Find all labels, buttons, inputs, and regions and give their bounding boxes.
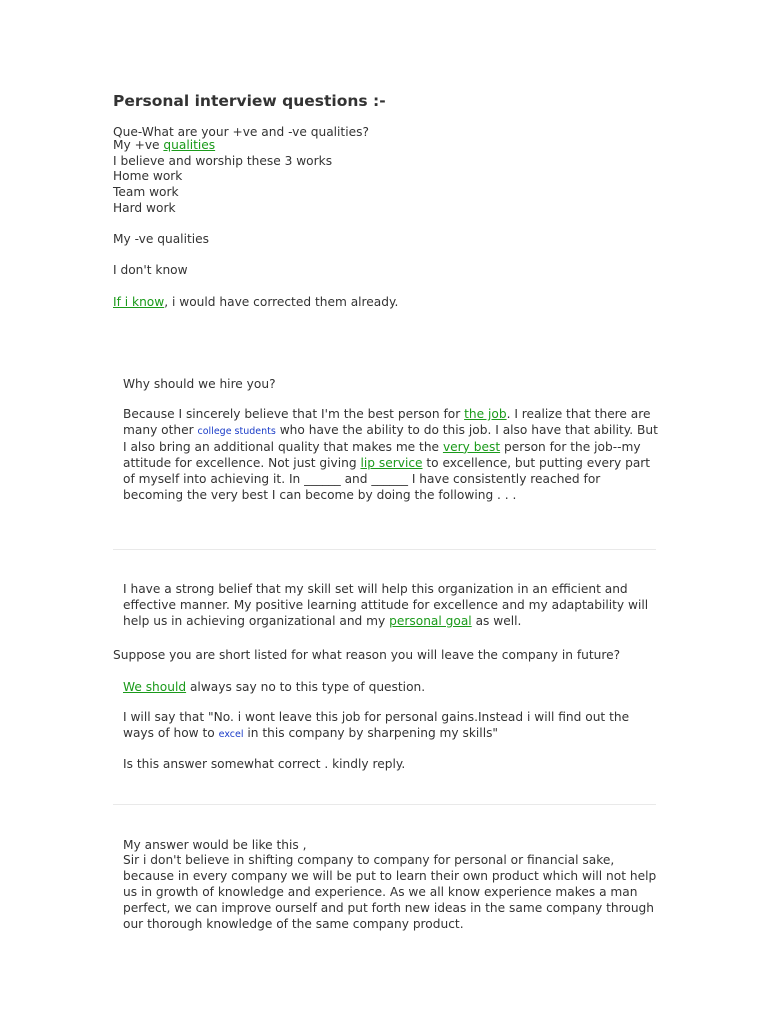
text-span: who have the ability to do this job. I also have that ability. But I also bring an additional quality that makes me the: [123, 422, 658, 454]
college-students-link[interactable]: college students: [197, 425, 276, 437]
answer-paragraph: [123, 582, 663, 630]
reply-request-text: Is this answer somewhat correct . kindly reply.: [123, 757, 406, 771]
if-i-know-line: [113, 294, 398, 310]
negative-qualities-heading: My -ve qualities: [113, 232, 209, 246]
text-span: I will say that "No. i wont leave this job for personal gains.Instead i will find out the ways of how to: [123, 710, 630, 740]
answer-paragraph: [123, 710, 663, 743]
text-line: I believe and worship these 3 works: [113, 154, 333, 168]
question-leave-company: Suppose you are short listed for what reason you will leave the company in future?: [113, 648, 621, 662]
excel-link[interactable]: excel: [218, 728, 244, 740]
dont-know-text: I don't know: [113, 263, 188, 277]
answer-paragraph: Sir i don't believe in shifting company to company for personal or financial sake, because in every company we will be put to learn their own product which will not help us in growth of knowledge and experience. As we all know experience makes a man perfect, we can improve ourself and put forth new ideas in the same company through our thorough knowledge of the same company product.: [123, 853, 657, 931]
divider: [113, 804, 656, 805]
text-span: person for the job--my attitude for excellence. Not just giving: [123, 439, 641, 470]
personal-goal-link[interactable]: personal goal: [389, 613, 472, 628]
text-span: in this company by sharpening my skills": [243, 725, 499, 740]
text-line: Hard work: [113, 201, 176, 215]
question-why-hire: Why should we hire you?: [123, 377, 276, 391]
we-should-link[interactable]: We should: [123, 680, 187, 694]
text-span: Because I sincerely believe that I'm the best person for: [123, 407, 465, 421]
the-job-link[interactable]: the job: [464, 407, 507, 421]
divider: [113, 549, 656, 550]
if-i-know-link[interactable]: If i know: [113, 295, 165, 309]
positive-qualities-line: [113, 137, 215, 153]
text-span: always say no to this type of question.: [186, 680, 426, 694]
question-qualities: Que-What are your +ve and -ve qualities?: [113, 125, 369, 139]
answer-paragraph: [123, 407, 663, 503]
text-span: I have a strong belief that my skill set will help this organization in an efficient and effective manner. My positive learning attitude for excellence and my adaptability will help us in achieving organizational and my: [123, 582, 649, 628]
text-span: . I realize that there are many other: [123, 407, 651, 437]
positive-prefix: My +ve: [113, 138, 164, 152]
qualities-link[interactable]: qualities: [163, 138, 216, 152]
text-line: Home work: [113, 169, 183, 183]
we-should-line: [123, 679, 425, 695]
page-title: Personal interview questions :-: [113, 92, 386, 110]
lip-service-link[interactable]: lip service: [360, 455, 423, 470]
if-i-know-rest: , i would have corrected them already.: [164, 295, 399, 309]
text-span: as well.: [471, 613, 522, 628]
text-line: Team work: [113, 185, 179, 199]
my-answer-intro: My answer would be like this ,: [123, 838, 307, 852]
very-best-link[interactable]: very best: [442, 439, 501, 454]
text-span: to excellence, but putting every part of myself into achieving it. In ______ and ______ I have consistently reached for becoming the very best I can become by doing the following . . .: [123, 455, 651, 502]
